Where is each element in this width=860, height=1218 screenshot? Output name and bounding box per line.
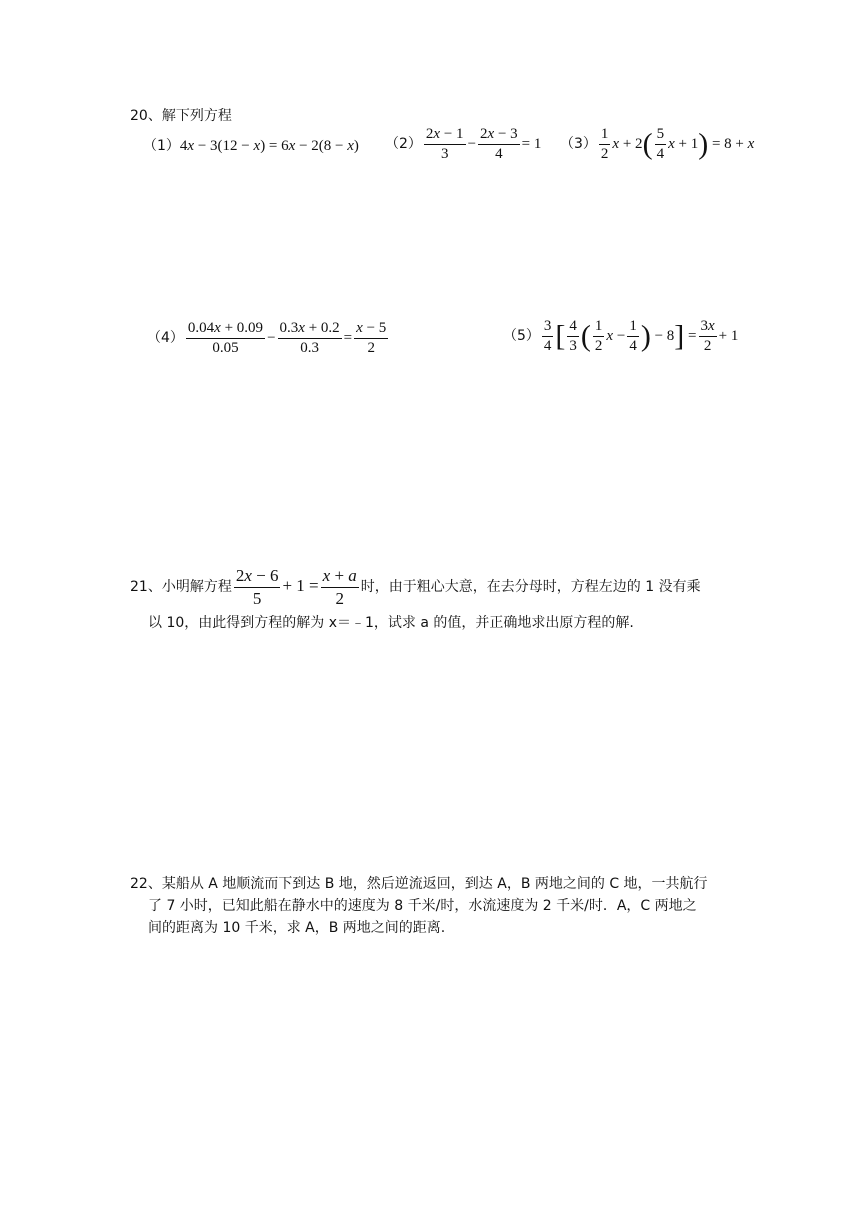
q22-line3: 间的距离为 10 千米，求 A，B 两地之间的距离.	[148, 920, 446, 936]
q22-line2: 了 7 小时，已知此船在静水中的速度为 8 千米/时，水流速度为 2 千米/时．A，C 两地之	[148, 898, 697, 914]
q21-suffix: 时，由于粗心大意，在去分母时，方程左边的 1 没有乘	[360, 578, 701, 595]
equation-4: （4） $\frac{0.04x + 0.09}{0.05}$ − $\frac{0.3x + 0.2}{0.3}$ = $\frac{x - 5}{2}$	[147, 320, 387, 357]
eq2-label: （2）	[385, 136, 422, 153]
equation-1: （1）4x − 3(12 − x) = 6x − 2(8 − x)	[143, 138, 359, 154]
q21-line2: 以 10，由此得到方程的解为 x＝﹣1，试求 a 的值，并正确地求出原方程的解.	[148, 615, 634, 631]
q21-line1: 21、小明解方程 $\frac{2x - 6}{5}$ + 1 = $\frac{x + a}{2}$ 时，由于粗心大意，在去分母时，方程左边的 1 没有乘	[130, 566, 701, 608]
eq3-label: （3）	[560, 136, 597, 153]
eq5-label: （5）	[503, 328, 540, 345]
equation-2: （2） $\frac{2x - 1}{3}$ − $\frac{2x - 3}{4}$ = 1	[385, 126, 542, 163]
q21-prefix: 21、小明解方程	[130, 578, 232, 595]
eq1-label: （1）	[143, 138, 180, 154]
q20-title: 20、解下列方程	[130, 108, 232, 124]
eq4-label: （4）	[147, 330, 184, 347]
equation-3: （3） $\frac{1}{2}$ x + 2( $\frac{5}{4}$ x + 1) = 8 + x	[560, 126, 755, 163]
q22-line1: 22、某船从 A 地顺流而下到达 B 地，然后逆流返回，到达 A，B 两地之间的 C 地，一共航行	[130, 876, 708, 892]
equation-5: （5） $\frac{3}{4}$ [ $\frac{4}{3}$ ( $\frac{1}{2}$ x − $\frac{1}{4}$ ) − 8] = $\frac{3x}{2}$ + 1	[503, 318, 739, 355]
